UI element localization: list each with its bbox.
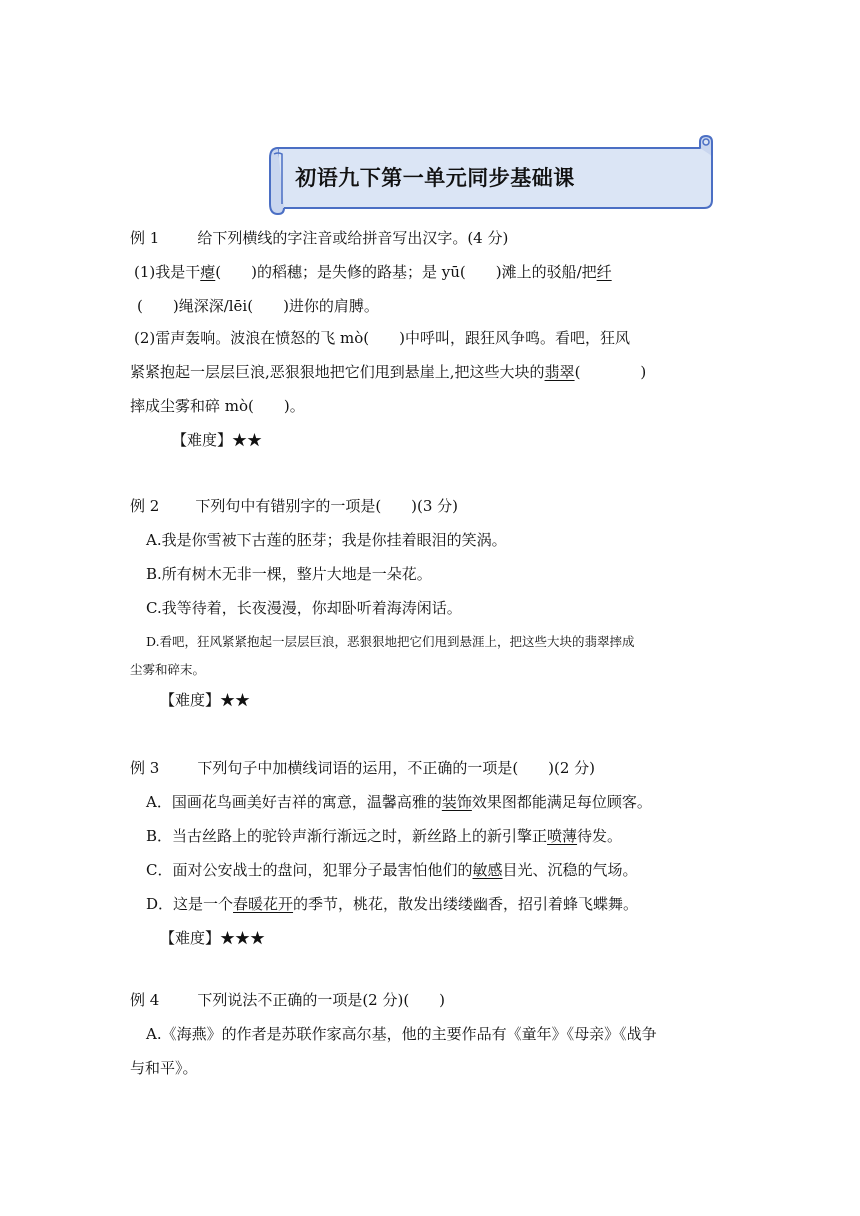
example-question: 给下列横线的字注音或给拼音写出汉字。(4 分) <box>197 229 509 247</box>
underlined-word: 敏感 <box>472 861 503 879</box>
example-number: 例 2 <box>130 497 160 515</box>
example-1-line-2: ( )绳深深/lēi( )进你的肩膊。 <box>137 297 379 315</box>
example-3-heading <box>130 758 595 778</box>
underlined-word: 翡翠 <box>544 363 575 381</box>
underlined-word: 装饰 <box>441 793 472 811</box>
example-1-line-3: (2)雷声轰响。波浪在愤怒的飞 mò( )中呼叫，跟狂风争鸣。看吧，狂风 <box>134 329 630 347</box>
underlined-word: 喷薄 <box>547 827 578 845</box>
option-a-line-1: A.《海燕》的作者是苏联作家高尔基，他的主要作品有《童年》《母亲》《战争 <box>146 1025 657 1043</box>
example-1-line-4: 紧紧抱起一层层巨浪,恶狠狠地把它们甩到悬崖上,把这些大块的翡翠( ) <box>130 363 647 381</box>
example-1-line-5: 摔成尘雾和碎 mò( )。 <box>130 397 305 415</box>
underlined-word: 春暖花开 <box>233 895 294 913</box>
difficulty-label: 【难度】★★ <box>172 431 263 449</box>
difficulty-label: 【难度】★★ <box>160 691 251 709</box>
option-c: C.我等待着，长夜漫漫，你却卧听着海涛闲话。 <box>146 599 462 617</box>
example-2-heading <box>130 496 458 516</box>
example-1-heading <box>130 228 508 248</box>
difficulty-label: 【难度】★★★ <box>160 929 266 947</box>
example-question: 下列说法不正确的一项是(2 分)( ) <box>197 991 446 1009</box>
option-a: A．国画花鸟画美好吉祥的寓意，温馨高雅的装饰效果图都能满足每位顾客。 <box>146 793 652 811</box>
example-question: 下列句中有错别字的一项是( )(3 分) <box>195 497 459 515</box>
option-c: C．面对公安战士的盘问，犯罪分子最害怕他们的敏感目光、沉稳的气场。 <box>146 861 638 879</box>
example-question: 下列句子中加横线词语的运用，不正确的一项是( )(2 分) <box>197 759 596 777</box>
underlined-char: 纤 <box>596 263 612 281</box>
example-number: 例 1 <box>130 229 160 247</box>
page-title: 初语九下第一单元同步基础课 <box>295 166 575 190</box>
example-number: 例 3 <box>130 759 160 777</box>
option-d-line-1: D.看吧，狂风紧紧抱起一层层巨浪，恶狠狠地把它们甩到悬涯上，把这些大块的翡翠摔成 <box>146 634 635 649</box>
title-banner <box>268 134 720 218</box>
option-a: A.我是你雪被下古莲的胚芽；我是你挂着眼泪的笑涡。 <box>146 531 507 549</box>
option-b: B.所有树木无非一棵，整片大地是一朵花。 <box>146 565 432 583</box>
option-a-line-2: 与和平》。 <box>130 1059 198 1077</box>
example-number: 例 4 <box>130 991 160 1009</box>
option-b: B．当古丝路上的驼铃声渐行渐远之时，新丝路上的新引擎正喷薄待发。 <box>146 827 623 845</box>
option-d-line-2: 尘雾和碎末。 <box>130 662 206 677</box>
example-4-heading <box>130 990 445 1010</box>
underlined-char: 瘪 <box>200 263 216 281</box>
option-d: D．这是一个春暖花开的季节，桃花，散发出缕缕幽香，招引着蜂飞蝶舞。 <box>146 895 639 913</box>
example-1-line-1: (1)我是干瘪( )的稻穗；是失修的路基；是 yū( )滩上的驳船/把纤 <box>134 263 612 281</box>
